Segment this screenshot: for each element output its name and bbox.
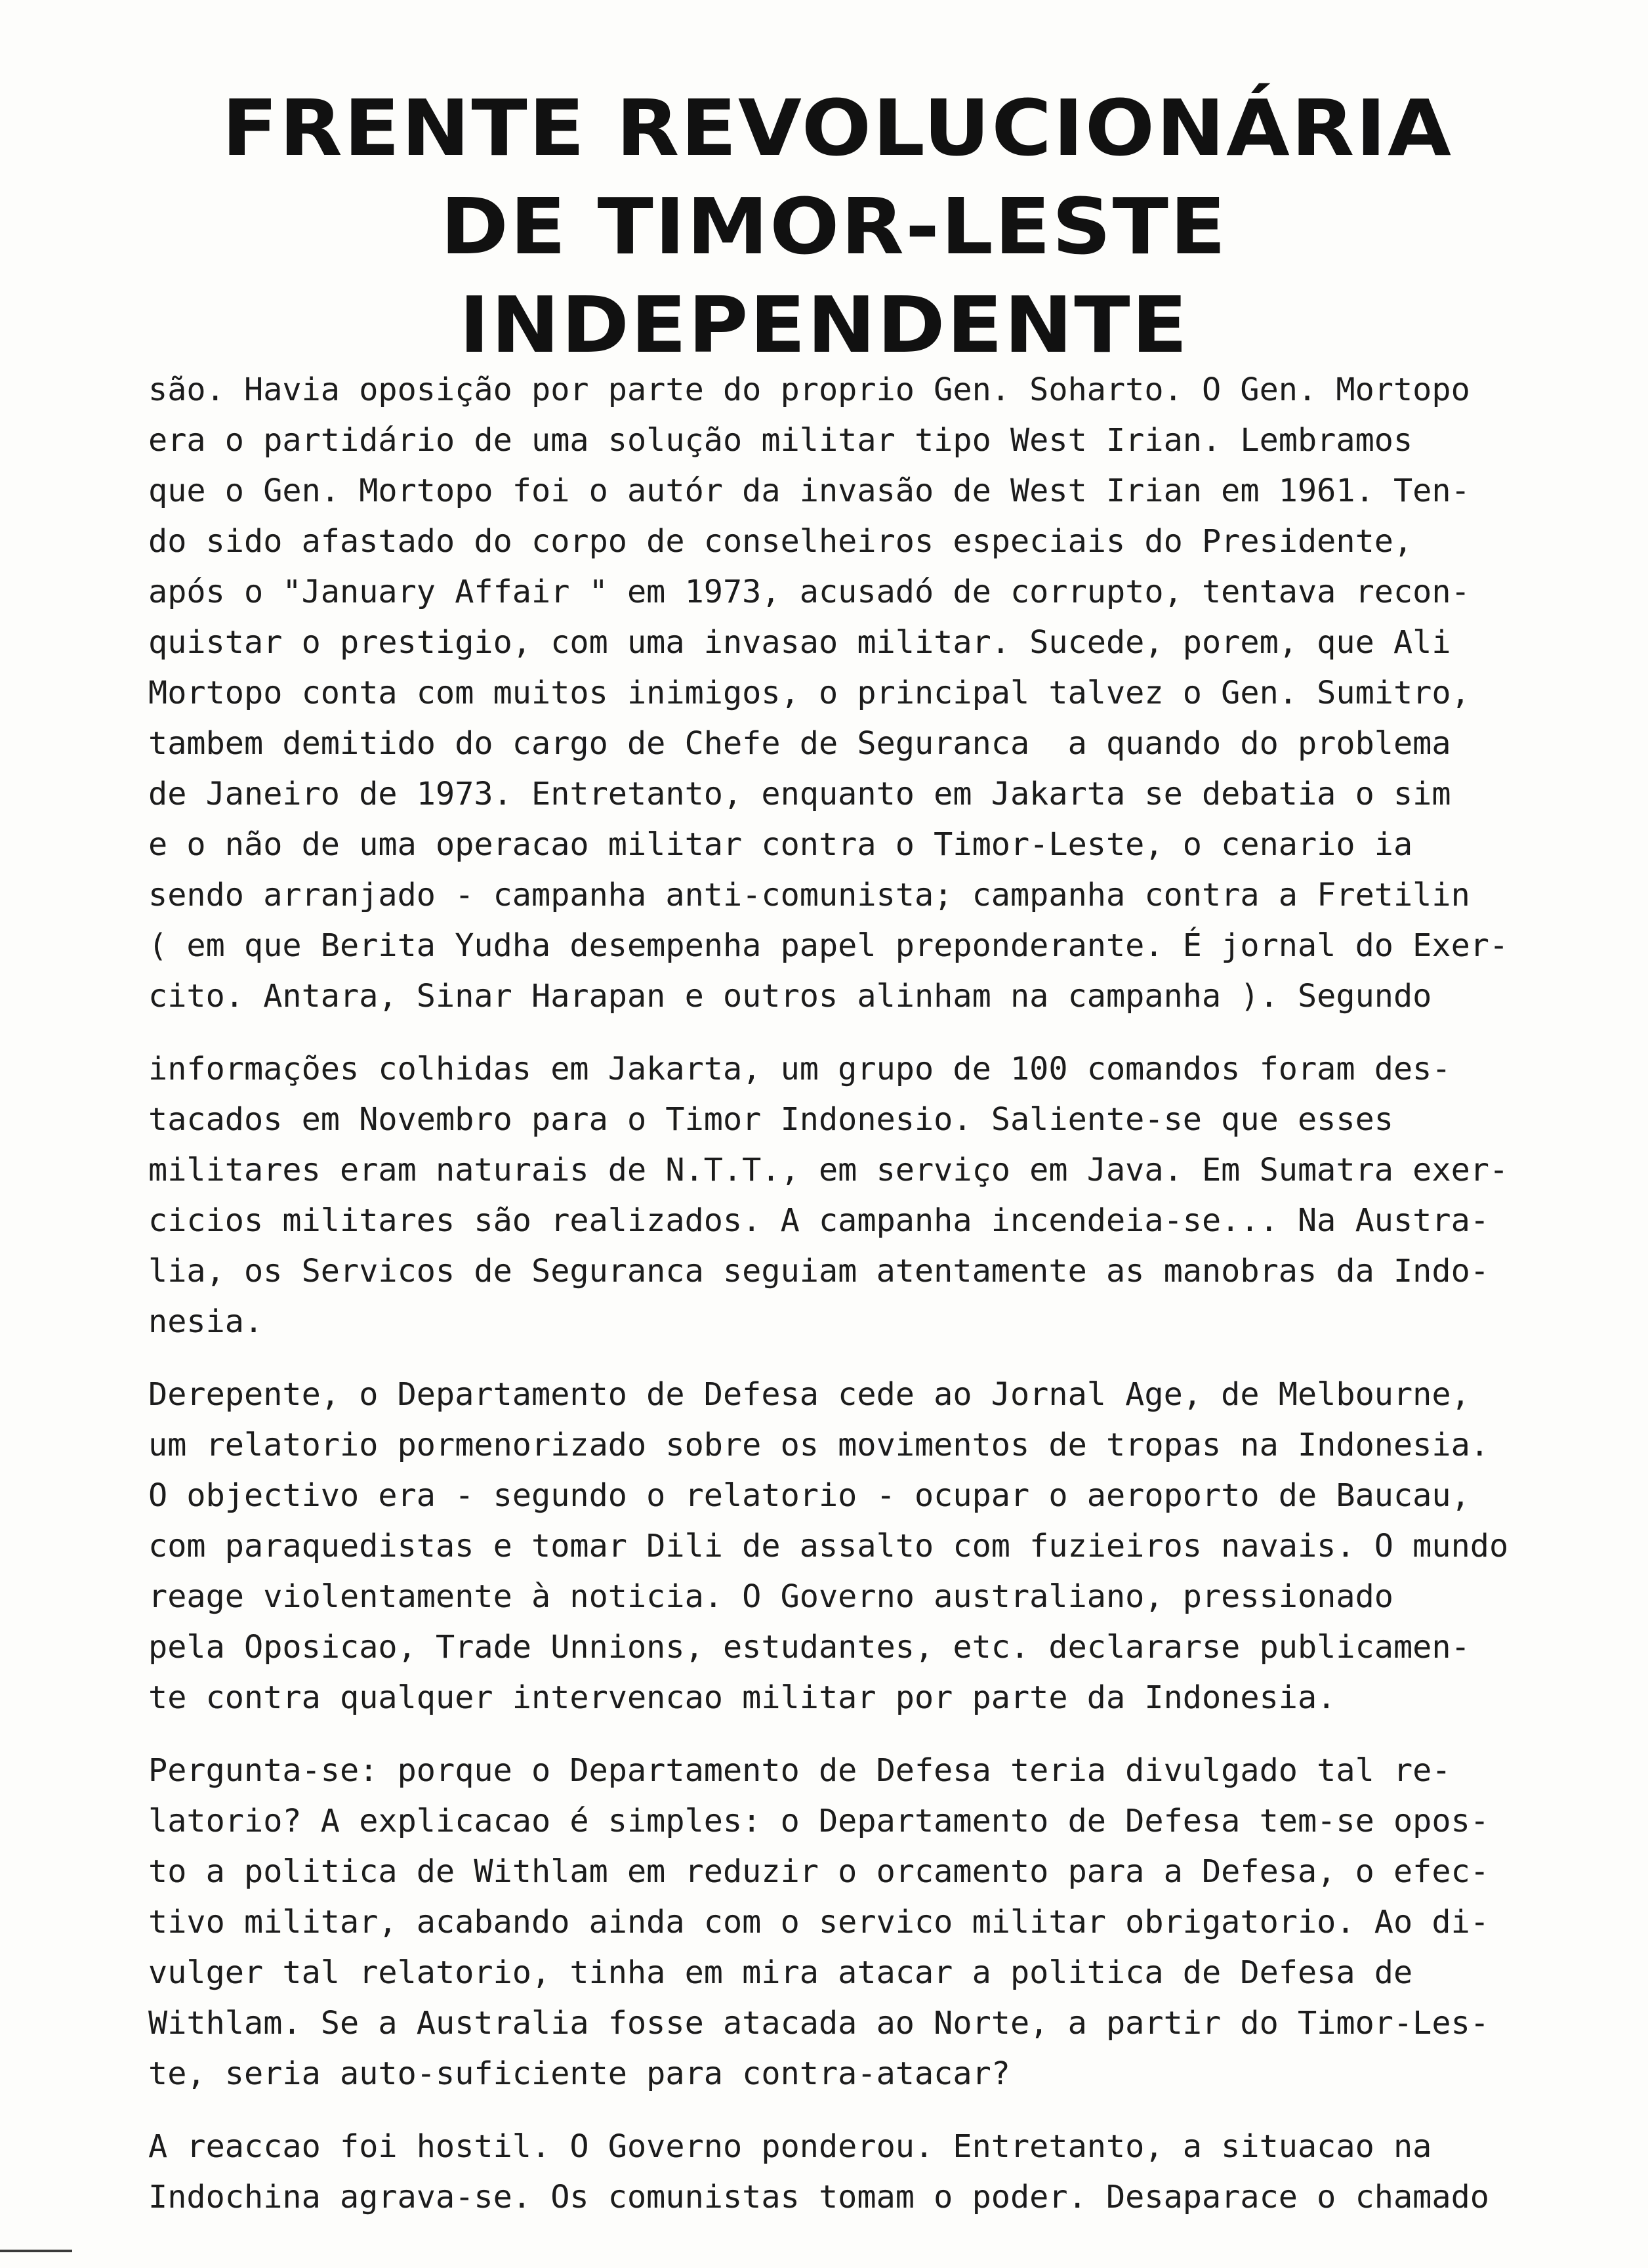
text-line: sendo arranjado - campanha anti-comunista; campanha contra a Fretilin — [148, 877, 1470, 914]
text-line: reage violentamente à noticia. O Governo australiano, pressionado — [148, 1578, 1393, 1615]
page-edge-mark — [0, 2250, 72, 2252]
masthead-line-1: FRENTE REVOLUCIONÁRIA — [221, 83, 1453, 173]
text-line: lia, os Servicos de Seguranca seguiam atentamente as manobras da Indo- — [148, 1253, 1489, 1290]
text-line: era o partidário de uma solução militar tipo West Irian. Lembramos — [148, 422, 1413, 459]
text-line: Derepente, o Departamento de Defesa cede ao Jornal Age, de Melbourne, — [148, 1376, 1470, 1413]
text-line: informações colhidas em Jakarta, um grupo de 100 comandos foram des- — [148, 1051, 1451, 1087]
text-line: O objectivo era - segundo o relatorio - ocupar o aeroporto de Baucau, — [148, 1477, 1470, 1514]
masthead-line-2: DE TIMOR-LESTE — [440, 181, 1227, 272]
paragraph — [148, 365, 1592, 1022]
text-line: de Janeiro de 1973. Entretanto, enquanto em Jakarta se debatia o sim — [148, 776, 1451, 812]
text-line: latorio? A explicacao é simples: o Departamento de Defesa tem-se opos- — [148, 1803, 1489, 1839]
masthead-line-3: INDEPENDENTE — [459, 280, 1189, 370]
paragraph — [148, 1044, 1592, 1347]
text-line: Mortopo conta com muitos inimigos, o principal talvez o Gen. Sumitro, — [148, 675, 1470, 711]
text-line: ( em que Berita Yudha desempenha papel preponderante. É jornal do Exer- — [148, 927, 1509, 964]
paragraph — [148, 1370, 1592, 1723]
text-line: militares eram naturais de N.T.T., em serviço em Java. Em Sumatra exer- — [148, 1152, 1509, 1188]
text-line: um relatorio pormenorizado sobre os movimentos de tropas na Indonesia. — [148, 1427, 1489, 1463]
text-line: após o "January Affair " em 1973, acusadó de corrupto, tentava recon- — [148, 574, 1470, 610]
text-line: quistar o prestigio, com uma invasao militar. Sucede, porem, que Ali — [148, 624, 1451, 661]
text-line: Indochina agrava-se. Os comunistas tomam o poder. Desaparace o chamado — [148, 2179, 1489, 2216]
paragraph — [148, 1746, 1592, 2099]
masthead — [0, 79, 1648, 374]
text-line: Withlam. Se a Australia fosse atacada ao Norte, a partir do Timor-Les- — [148, 2005, 1489, 2042]
text-line: vulger tal relatorio, tinha em mira atacar a politica de Defesa de — [148, 1954, 1413, 1991]
text-line: A reaccao foi hostil. O Governo ponderou. Entretanto, a situacao na — [148, 2128, 1432, 2165]
paragraph — [148, 2122, 1592, 2223]
text-line: do sido afastado do corpo de conselheiros especiais do Presidente, — [148, 523, 1413, 560]
text-line: tivo militar, acabando ainda com o servico militar obrigatorio. Ao di- — [148, 1904, 1489, 1941]
text-line: com paraquedistas e tomar Dili de assalto com fuzieiros navais. O mundo — [148, 1528, 1509, 1564]
text-line: nesia. — [148, 1303, 264, 1340]
text-line: que o Gen. Mortopo foi o autór da invasão de West Irian em 1961. Ten- — [148, 472, 1470, 509]
text-line: tacados em Novembro para o Timor Indonesio. Saliente-se que esses — [148, 1101, 1393, 1138]
text-line: e o não de uma operacao militar contra o Timor-Leste, o cenario ia — [148, 826, 1413, 863]
text-line: são. Havia oposição por parte do proprio Gen. Soharto. O Gen. Mortopo — [148, 371, 1470, 408]
text-line: tambem demitido do cargo de Chefe de Seguranca a quando do problema — [148, 725, 1451, 762]
text-line: cito. Antara, Sinar Harapan e outros alinham na campanha ). Segundo — [148, 978, 1432, 1015]
text-line: te contra qualquer intervencao militar por parte da Indonesia. — [148, 1679, 1336, 1716]
text-line: te, seria auto-suficiente para contra-atacar? — [148, 2055, 1010, 2092]
text-line: Pergunta-se: porque o Departamento de Defesa teria divulgado tal re- — [148, 1752, 1451, 1789]
text-line: to a politica de Withlam em reduzir o orcamento para a Defesa, o efec- — [148, 1853, 1489, 1890]
text-line: pela Oposicao, Trade Unnions, estudantes, etc. declararse publicamen- — [148, 1629, 1470, 1666]
text-line: cicios militares são realizados. A campanha incendeia-se... Na Austra- — [148, 1202, 1489, 1239]
typewritten-body — [148, 365, 1592, 2223]
